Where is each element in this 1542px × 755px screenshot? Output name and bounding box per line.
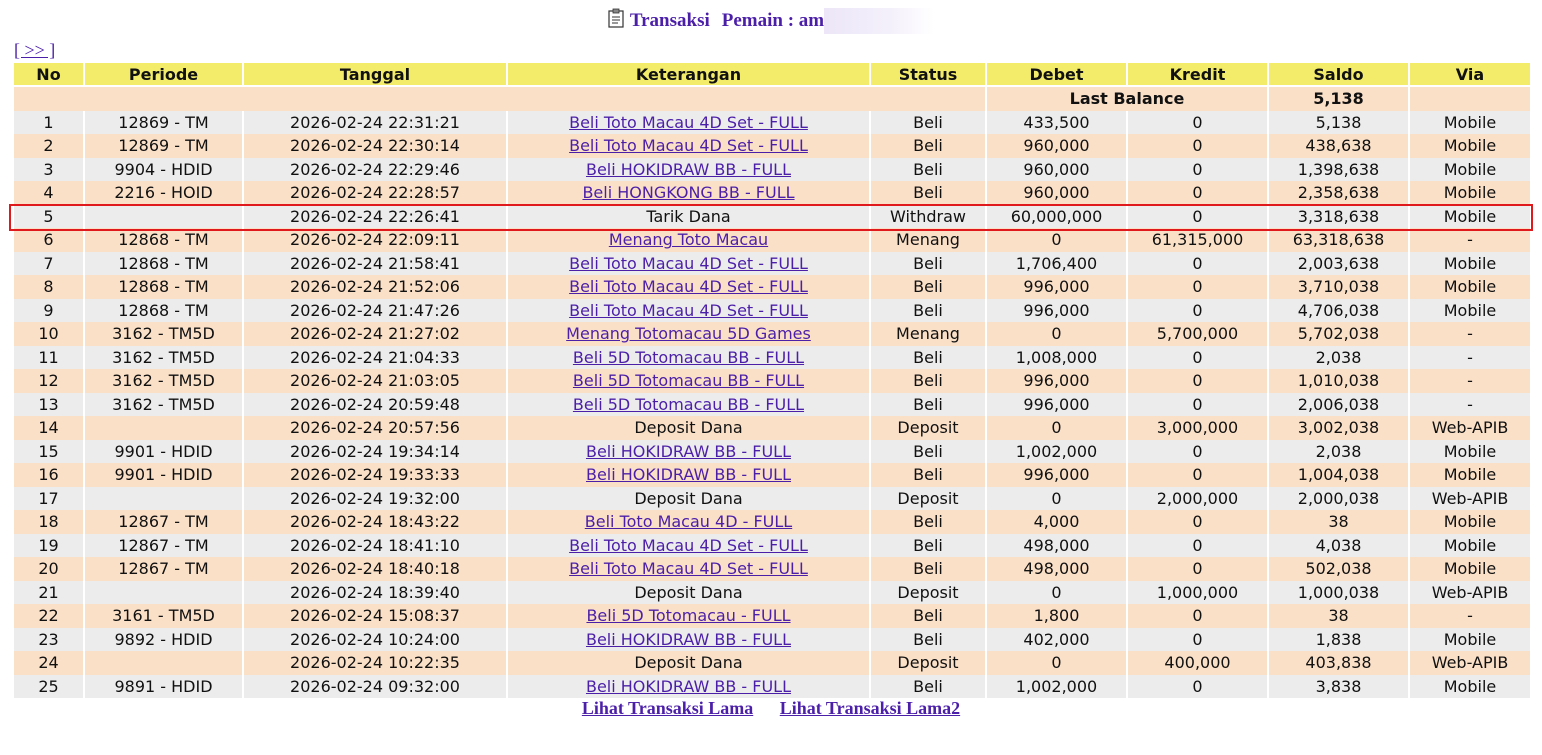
cell-tanggal: 2026-02-24 19:33:33 — [244, 463, 506, 487]
cell-status: Menang — [871, 228, 985, 252]
cell-status: Beli — [871, 675, 985, 699]
cell-periode: 12869 - TM — [85, 134, 242, 158]
cell-keterangan: Deposit Dana — [508, 416, 869, 440]
cell-no: 2 — [14, 134, 83, 158]
cell-status: Menang — [871, 322, 985, 346]
cell-status: Withdraw — [871, 205, 985, 229]
cell-debet: 996,000 — [987, 369, 1126, 393]
cell-saldo: 4,706,038 — [1269, 299, 1408, 323]
table-header-row — [14, 63, 1530, 87]
cell-kredit: 0 — [1128, 369, 1267, 393]
cell-status: Deposit — [871, 651, 985, 675]
column-header: Debet — [987, 63, 1126, 87]
cell-tanggal: 2026-02-24 18:41:10 — [244, 534, 506, 558]
cell-tanggal: 2026-02-24 22:28:57 — [244, 181, 506, 205]
cell-saldo: 1,398,638 — [1269, 158, 1408, 182]
cell-periode — [85, 651, 242, 675]
cell-via: Mobile — [1410, 252, 1530, 276]
cell-debet: 0 — [987, 416, 1126, 440]
cell-keterangan — [508, 534, 869, 558]
cell-debet: 498,000 — [987, 534, 1126, 558]
cell-debet: 0 — [987, 228, 1126, 252]
cell-status: Beli — [871, 628, 985, 652]
last-balance-row — [14, 87, 1530, 111]
transaction-link[interactable]: Beli Toto Macau 4D Set - FULL — [569, 112, 808, 132]
table-row — [14, 111, 1530, 135]
cell-keterangan — [508, 181, 869, 205]
cell-kredit: 5,700,000 — [1128, 322, 1267, 346]
cell-periode — [85, 416, 242, 440]
cell-saldo: 1,004,038 — [1269, 463, 1408, 487]
cell-via: Mobile — [1410, 557, 1530, 581]
transaction-link[interactable]: Beli HOKIDRAW BB - FULL — [585, 629, 792, 649]
cell-keterangan — [508, 158, 869, 182]
cell-kredit: 0 — [1128, 181, 1267, 205]
cell-tanggal: 2026-02-24 09:32:00 — [244, 675, 506, 699]
cell-tanggal: 2026-02-24 18:43:22 — [244, 510, 506, 534]
title-text: Transaksi — [629, 10, 710, 31]
table-row — [14, 675, 1530, 699]
transaction-link[interactable]: Beli Toto Macau 4D Set - FULL — [569, 535, 808, 555]
player-label: Pemain : am — [721, 10, 825, 31]
cell-via: Web-APIB — [1410, 487, 1530, 511]
cell-tanggal: 2026-02-24 22:09:11 — [244, 228, 506, 252]
cell-debet: 1,002,000 — [987, 675, 1126, 699]
column-header: Kredit — [1128, 63, 1267, 87]
cell-periode: 9901 - HDID — [85, 440, 242, 464]
cell-debet: 0 — [987, 487, 1126, 511]
cell-debet: 996,000 — [987, 463, 1126, 487]
cell-via: - — [1410, 393, 1530, 417]
cell-kredit: 0 — [1128, 134, 1267, 158]
cell-no: 7 — [14, 252, 83, 276]
cell-saldo: 2,358,638 — [1269, 181, 1408, 205]
transaction-table — [12, 63, 1532, 698]
cell-status: Beli — [871, 557, 985, 581]
cell-periode — [85, 581, 242, 605]
cell-no: 25 — [14, 675, 83, 699]
cell-no: 4 — [14, 181, 83, 205]
cell-saldo: 1,000,038 — [1269, 581, 1408, 605]
cell-via: Mobile — [1410, 534, 1530, 558]
table-row — [14, 416, 1530, 440]
cell-debet: 996,000 — [987, 299, 1126, 323]
cell-via: Mobile — [1410, 463, 1530, 487]
cell-saldo: 403,838 — [1269, 651, 1408, 675]
cell-saldo: 2,038 — [1269, 440, 1408, 464]
cell-debet: 498,000 — [987, 557, 1126, 581]
cell-keterangan — [508, 134, 869, 158]
cell-tanggal: 2026-02-24 18:40:18 — [244, 557, 506, 581]
cell-tanggal: 2026-02-24 21:27:02 — [244, 322, 506, 346]
cell-status: Beli — [871, 346, 985, 370]
cell-kredit: 0 — [1128, 393, 1267, 417]
cell-periode: 9892 - HDID — [85, 628, 242, 652]
cell-saldo: 502,038 — [1269, 557, 1408, 581]
blank-cell — [1410, 87, 1530, 111]
cell-kredit: 0 — [1128, 534, 1267, 558]
cell-kredit: 0 — [1128, 628, 1267, 652]
cell-keterangan — [508, 275, 869, 299]
cell-keterangan: Deposit Dana — [508, 581, 869, 605]
table-row — [14, 393, 1530, 417]
cell-keterangan — [508, 628, 869, 652]
cell-via: Mobile — [1410, 134, 1530, 158]
transaction-link[interactable]: Beli Toto Macau 4D Set - FULL — [569, 559, 808, 579]
cell-periode: 12868 - TM — [85, 252, 242, 276]
cell-via: - — [1410, 346, 1530, 370]
cell-tanggal: 2026-02-24 10:24:00 — [244, 628, 506, 652]
cell-kredit: 400,000 — [1128, 651, 1267, 675]
cell-tanggal: 2026-02-24 22:31:21 — [244, 111, 506, 135]
cell-no: 1 — [14, 111, 83, 135]
cell-no: 16 — [14, 463, 83, 487]
cell-tanggal: 2026-02-24 21:58:41 — [244, 252, 506, 276]
cell-saldo: 2,038 — [1269, 346, 1408, 370]
cell-status: Beli — [871, 369, 985, 393]
cell-kredit: 0 — [1128, 205, 1267, 229]
page-title — [0, 8, 1542, 38]
cell-no: 22 — [14, 604, 83, 628]
transaction-link[interactable]: Beli HOKIDRAW BB - FULL — [585, 465, 792, 485]
cell-no: 6 — [14, 228, 83, 252]
cell-debet: 0 — [987, 651, 1126, 675]
table-row — [14, 651, 1530, 675]
table-row — [14, 205, 1530, 229]
footer-links — [0, 698, 1542, 719]
cell-status: Deposit — [871, 581, 985, 605]
cell-tanggal: 2026-02-24 20:57:56 — [244, 416, 506, 440]
cell-saldo: 5,138 — [1269, 111, 1408, 135]
cell-kredit: 0 — [1128, 675, 1267, 699]
cell-saldo: 4,038 — [1269, 534, 1408, 558]
cell-tanggal: 2026-02-24 20:59:48 — [244, 393, 506, 417]
cell-kredit: 2,000,000 — [1128, 487, 1267, 511]
cell-debet: 0 — [987, 322, 1126, 346]
cell-status: Beli — [871, 440, 985, 464]
cell-via: - — [1410, 228, 1530, 252]
column-header: Keterangan — [508, 63, 869, 87]
cell-keterangan — [508, 463, 869, 487]
table-row — [14, 299, 1530, 323]
cell-periode: 12868 - TM — [85, 275, 242, 299]
cell-debet: 960,000 — [987, 158, 1126, 182]
cell-no: 8 — [14, 275, 83, 299]
cell-no: 10 — [14, 322, 83, 346]
cell-status: Beli — [871, 510, 985, 534]
cell-via: - — [1410, 322, 1530, 346]
table-row — [14, 557, 1530, 581]
cell-tanggal: 2026-02-24 21:04:33 — [244, 346, 506, 370]
cell-periode: 12867 - TM — [85, 510, 242, 534]
transaction-link[interactable]: Beli Toto Macau 4D Set - FULL — [569, 277, 808, 297]
cell-kredit: 0 — [1128, 299, 1267, 323]
cell-no: 24 — [14, 651, 83, 675]
cell-status: Beli — [871, 111, 985, 135]
cell-no: 19 — [14, 534, 83, 558]
transaction-link[interactable]: Beli 5D Totomacau BB - FULL — [572, 371, 805, 391]
cell-saldo: 2,003,638 — [1269, 252, 1408, 276]
cell-debet: 1,002,000 — [987, 440, 1126, 464]
table-row — [14, 510, 1530, 534]
column-header: No — [14, 63, 83, 87]
table-row — [14, 228, 1530, 252]
cell-periode: 12869 - TM — [85, 111, 242, 135]
cell-saldo: 438,638 — [1269, 134, 1408, 158]
table-row — [14, 440, 1530, 464]
column-header: Periode — [85, 63, 242, 87]
cell-kredit: 0 — [1128, 510, 1267, 534]
cell-keterangan: Deposit Dana — [508, 487, 869, 511]
cell-debet: 433,500 — [987, 111, 1126, 135]
cell-tanggal: 2026-02-24 19:34:14 — [244, 440, 506, 464]
cell-periode: 3162 - TM5D — [85, 393, 242, 417]
column-header: Via — [1410, 63, 1530, 87]
cell-saldo: 3,838 — [1269, 675, 1408, 699]
transaction-link[interactable]: Beli Toto Macau 4D Set - FULL — [569, 136, 808, 156]
transaction-link[interactable]: Beli 5D Totomacau BB - FULL — [572, 394, 805, 414]
cell-keterangan: Tarik Dana — [508, 205, 869, 229]
cell-saldo: 2,006,038 — [1269, 393, 1408, 417]
transaction-link[interactable]: Menang Totomacau 5D Games — [566, 324, 811, 344]
cell-periode: 12867 - TM — [85, 557, 242, 581]
cell-no: 14 — [14, 416, 83, 440]
cell-keterangan — [508, 322, 869, 346]
cell-status: Beli — [871, 299, 985, 323]
cell-saldo: 3,710,038 — [1269, 275, 1408, 299]
cell-debet: 402,000 — [987, 628, 1126, 652]
cell-no: 3 — [14, 158, 83, 182]
cell-kredit: 0 — [1128, 346, 1267, 370]
cell-via: Mobile — [1410, 510, 1530, 534]
cell-tanggal: 2026-02-24 19:32:00 — [244, 487, 506, 511]
cell-status: Beli — [871, 158, 985, 182]
cell-via: Mobile — [1410, 181, 1530, 205]
transaction-link[interactable]: Beli HOKIDRAW BB - FULL — [585, 441, 792, 461]
cell-no: 15 — [14, 440, 83, 464]
cell-saldo: 1,838 — [1269, 628, 1408, 652]
cell-keterangan — [508, 252, 869, 276]
old-transactions-link[interactable]: Lihat Transaksi Lama — [581, 698, 754, 718]
cell-saldo: 1,010,038 — [1269, 369, 1408, 393]
cell-periode: 3162 - TM5D — [85, 369, 242, 393]
table-row — [14, 369, 1530, 393]
table-row — [14, 158, 1530, 182]
cell-keterangan — [508, 369, 869, 393]
cell-periode: 3162 - TM5D — [85, 346, 242, 370]
cell-periode: 2216 - HOID — [85, 181, 242, 205]
blank-cell — [14, 87, 985, 111]
cell-tanggal: 2026-02-24 22:29:46 — [244, 158, 506, 182]
table-row — [14, 181, 1530, 205]
cell-keterangan: Deposit Dana — [508, 651, 869, 675]
table-row — [14, 252, 1530, 276]
cell-saldo: 2,000,038 — [1269, 487, 1408, 511]
cell-no: 20 — [14, 557, 83, 581]
cell-saldo: 38 — [1269, 510, 1408, 534]
cell-via: Mobile — [1410, 440, 1530, 464]
cell-status: Beli — [871, 134, 985, 158]
table-row — [14, 463, 1530, 487]
cell-keterangan — [508, 111, 869, 135]
cell-kredit: 0 — [1128, 440, 1267, 464]
column-header: Status — [871, 63, 985, 87]
cell-saldo: 3,318,638 — [1269, 205, 1408, 229]
old-transactions-link-2[interactable]: Lihat Transaksi Lama2 — [779, 698, 961, 718]
transaction-link[interactable]: Beli HONGKONG BB - FULL — [582, 183, 795, 203]
cell-via: Mobile — [1410, 158, 1530, 182]
cell-periode: 9904 - HDID — [85, 158, 242, 182]
table-row — [14, 487, 1530, 511]
table-row — [14, 628, 1530, 652]
cell-debet: 4,000 — [987, 510, 1126, 534]
cell-status: Deposit — [871, 416, 985, 440]
cell-no: 11 — [14, 346, 83, 370]
cell-keterangan — [508, 346, 869, 370]
cell-periode — [85, 205, 242, 229]
cell-kredit: 0 — [1128, 463, 1267, 487]
cell-via: Mobile — [1410, 275, 1530, 299]
column-header: Tanggal — [244, 63, 506, 87]
cell-keterangan — [508, 510, 869, 534]
cell-tanggal: 2026-02-24 22:26:41 — [244, 205, 506, 229]
cell-keterangan — [508, 228, 869, 252]
table-row — [14, 322, 1530, 346]
next-page-link[interactable]: [ >> ] — [14, 40, 56, 60]
last-balance-label: Last Balance — [987, 87, 1267, 111]
cell-debet: 996,000 — [987, 275, 1126, 299]
cell-debet: 60,000,000 — [987, 205, 1126, 229]
cell-keterangan — [508, 604, 869, 628]
cell-keterangan — [508, 393, 869, 417]
cell-saldo: 63,318,638 — [1269, 228, 1408, 252]
cell-kredit: 61,315,000 — [1128, 228, 1267, 252]
cell-keterangan — [508, 557, 869, 581]
cell-no: 9 — [14, 299, 83, 323]
cell-no: 17 — [14, 487, 83, 511]
transaction-link[interactable]: Beli HOKIDRAW BB - FULL — [585, 676, 792, 696]
table-row — [14, 346, 1530, 370]
cell-periode: 9901 - HDID — [85, 463, 242, 487]
cell-via: Mobile — [1410, 675, 1530, 699]
transaction-link[interactable]: Beli 5D Totomacau BB - FULL — [572, 347, 805, 367]
cell-debet: 0 — [987, 581, 1126, 605]
cell-kredit: 0 — [1128, 275, 1267, 299]
cell-debet: 1,800 — [987, 604, 1126, 628]
cell-saldo: 5,702,038 — [1269, 322, 1408, 346]
cell-saldo: 38 — [1269, 604, 1408, 628]
cell-periode: 3161 - TM5D — [85, 604, 242, 628]
cell-no: 13 — [14, 393, 83, 417]
cell-status: Beli — [871, 181, 985, 205]
cell-via: - — [1410, 604, 1530, 628]
cell-kredit: 0 — [1128, 158, 1267, 182]
cell-kredit: 0 — [1128, 111, 1267, 135]
cell-status: Beli — [871, 275, 985, 299]
cell-no: 18 — [14, 510, 83, 534]
clipboard-icon — [608, 8, 624, 34]
cell-status: Beli — [871, 463, 985, 487]
transaction-link[interactable]: Beli 5D Totomacau - FULL — [586, 606, 791, 626]
table-row — [14, 275, 1530, 299]
cell-no: 23 — [14, 628, 83, 652]
cell-kredit: 0 — [1128, 252, 1267, 276]
transaction-link[interactable]: Beli Toto Macau 4D Set - FULL — [569, 300, 808, 320]
cell-keterangan — [508, 299, 869, 323]
table-row — [14, 581, 1530, 605]
cell-status: Deposit — [871, 487, 985, 511]
cell-periode: 12868 - TM — [85, 299, 242, 323]
cell-via: Mobile — [1410, 205, 1530, 229]
cell-tanggal: 2026-02-24 22:30:14 — [244, 134, 506, 158]
cell-keterangan — [508, 440, 869, 464]
cell-status: Beli — [871, 604, 985, 628]
transaction-link[interactable]: Beli Toto Macau 4D Set - FULL — [569, 253, 808, 273]
cell-keterangan — [508, 675, 869, 699]
cell-via: Web-APIB — [1410, 416, 1530, 440]
cell-periode — [85, 487, 242, 511]
cell-via: Mobile — [1410, 299, 1530, 323]
cell-status: Beli — [871, 252, 985, 276]
cell-tanggal: 2026-02-24 21:03:05 — [244, 369, 506, 393]
cell-tanggal: 2026-02-24 18:39:40 — [244, 581, 506, 605]
cell-kredit: 0 — [1128, 604, 1267, 628]
cell-no: 12 — [14, 369, 83, 393]
transaction-link[interactable]: Beli Toto Macau 4D - FULL — [584, 512, 793, 532]
cell-saldo: 3,002,038 — [1269, 416, 1408, 440]
cell-via: Mobile — [1410, 628, 1530, 652]
cell-kredit: 0 — [1128, 557, 1267, 581]
cell-via: - — [1410, 369, 1530, 393]
table-row — [14, 134, 1530, 158]
transaction-link[interactable]: Menang Toto Macau — [608, 230, 769, 250]
cell-debet: 996,000 — [987, 393, 1126, 417]
cell-debet: 960,000 — [987, 181, 1126, 205]
cell-via: Web-APIB — [1410, 581, 1530, 605]
cell-status: Beli — [871, 534, 985, 558]
cell-via: Web-APIB — [1410, 651, 1530, 675]
cell-tanggal: 2026-02-24 21:47:26 — [244, 299, 506, 323]
cell-periode: 9891 - HDID — [85, 675, 242, 699]
cell-status: Beli — [871, 393, 985, 417]
table-row — [14, 604, 1530, 628]
cell-tanggal: 2026-02-24 10:22:35 — [244, 651, 506, 675]
column-header: Saldo — [1269, 63, 1408, 87]
cell-periode: 12867 - TM — [85, 534, 242, 558]
cell-tanggal: 2026-02-24 21:52:06 — [244, 275, 506, 299]
cell-debet: 1,008,000 — [987, 346, 1126, 370]
transaction-link[interactable]: Beli HOKIDRAW BB - FULL — [585, 159, 792, 179]
last-balance-value: 5,138 — [1269, 87, 1408, 111]
redacted-name — [824, 8, 934, 34]
cell-no: 5 — [14, 205, 83, 229]
cell-tanggal: 2026-02-24 15:08:37 — [244, 604, 506, 628]
cell-via: Mobile — [1410, 111, 1530, 135]
cell-periode: 12868 - TM — [85, 228, 242, 252]
cell-debet: 960,000 — [987, 134, 1126, 158]
table-row — [14, 534, 1530, 558]
cell-debet: 1,706,400 — [987, 252, 1126, 276]
cell-kredit: 3,000,000 — [1128, 416, 1267, 440]
cell-no: 21 — [14, 581, 83, 605]
cell-periode: 3162 - TM5D — [85, 322, 242, 346]
cell-kredit: 1,000,000 — [1128, 581, 1267, 605]
